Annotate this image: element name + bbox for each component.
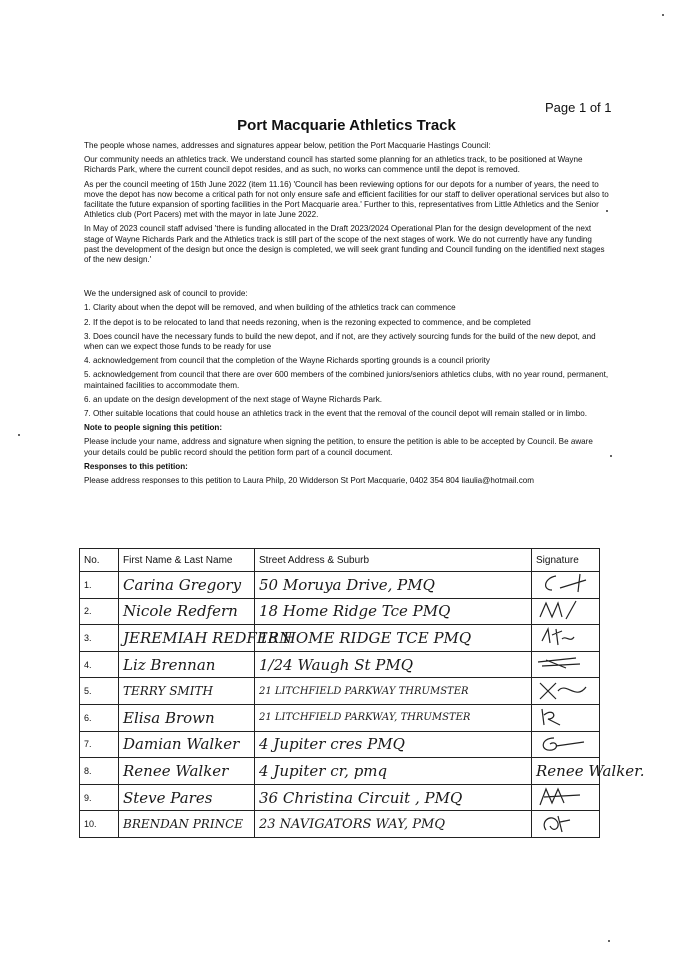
signature-scribble — [536, 785, 592, 807]
petition-body — [84, 141, 609, 490]
row-number: 8. — [80, 758, 119, 785]
row-number: 6. — [80, 704, 119, 731]
note-heading: Note to people signing this petition: — [84, 423, 223, 433]
table-row — [80, 651, 600, 678]
signature-table — [79, 548, 645, 838]
speck-mark — [610, 455, 612, 457]
row-number: 9. — [80, 784, 119, 811]
speck-mark — [608, 940, 610, 942]
handwritten-name: Carina Gregory — [119, 572, 255, 599]
signature-cell — [532, 784, 600, 811]
handwritten-address: 50 Moruya Drive, PMQ — [255, 572, 532, 599]
handwritten-address: 18 Home Ridge Tce PMQ — [255, 598, 532, 625]
paragraph-2: As per the council meeting of 15th June 2022 (item 11.16) 'Council has been reviewing options for our depots for a number of years, the need to move the depot has now become a critical path for not only ensure safe and efficient facilities for our staff to deliver operational services but also to facilitate the future expansion of sporting facilities in the Port Macquarie area.' Further to this, representatives from Little Athletics and the Senior Athletics club (Port Pacers) met with the mayor in late June 2022. — [84, 179, 609, 220]
handwritten-name: Renee Walker — [119, 758, 255, 785]
signature-scribble — [536, 652, 592, 674]
table-row — [80, 704, 600, 731]
header-signature: Signature — [532, 549, 600, 572]
signature-cell — [532, 731, 600, 758]
row-number: 1. — [80, 572, 119, 599]
handwritten-address: 18 HOME RIDGE TCE PMQ — [255, 625, 532, 652]
table-row — [80, 811, 600, 838]
handwritten-address: 23 NAVIGATORS WAY, PMQ — [255, 811, 532, 838]
signature-scribble — [536, 599, 592, 621]
ask-item: 2. If the depot is to be relocated to land that needs rezoning, when is the rezoning expected to commence, and be completed — [84, 317, 531, 327]
signature-cell — [532, 678, 600, 705]
table-header-row — [80, 549, 600, 572]
handwritten-name: Steve Pares — [119, 784, 255, 811]
header-name: First Name & Last Name — [119, 549, 255, 572]
row-number: 2. — [80, 598, 119, 625]
speck-mark — [18, 434, 20, 436]
table-row — [80, 572, 600, 599]
header-no: No. — [80, 549, 119, 572]
ask-item: 6. an update on the design development of the next stage of Wayne Richards Park. — [84, 394, 383, 404]
signature-scribble — [536, 625, 592, 647]
signature-cell — [532, 811, 600, 838]
handwritten-name: Elisa Brown — [119, 704, 255, 731]
signature-cell — [532, 598, 600, 625]
row-number: 7. — [80, 731, 119, 758]
intro-text: The people whose names, addresses and signatures appear below, petition the Port Macquarie Hastings Council: — [84, 141, 491, 150]
ask-item: 4. acknowledgement from council that the completion of the Wayne Richards sporting grounds is a council priority — [84, 356, 490, 366]
paragraph-3: In May of 2023 council staff advised 'there is funding allocated in the Draft 2023/2024 Operational Plan for the design development of the next stage of Wayne Richards Park and the Athletics track is still part of the scope of the next stages of work. We do not currently have any funding past the development of the design but once the design is completed, we will seek grant funding and Council funding on the identified next stages of the new design.' — [84, 224, 605, 265]
speck-mark — [662, 14, 664, 16]
handwritten-name: BRENDAN PRINCE — [119, 811, 255, 838]
handwritten-name: TERRY SMITH — [119, 678, 255, 705]
header-address: Street Address & Suburb — [255, 549, 532, 572]
handwritten-address: 36 Christina Circuit , PMQ — [255, 784, 532, 811]
signature-written: Renee Walker. — [532, 758, 600, 785]
handwritten-address: 21 LITCHFIELD PARKWAY THRUMSTER — [255, 678, 532, 705]
handwritten-address: 4 Jupiter cr, pmq — [255, 758, 532, 785]
table-row — [80, 625, 600, 652]
responses-text: Please address responses to this petition to Laura Philp, 20 Widderson St Port Macquarie, 0402 354 804 liaulia@hotmail.com — [84, 476, 535, 486]
handwritten-address: 21 LITCHFIELD PARKWAY, THRUMSTER — [255, 704, 532, 731]
ask-item: 1. Clarity about when the depot will be removed, and when building of the athletics track can commence — [84, 303, 456, 313]
paragraph-1: Our community needs an athletics track. We understand council has started some planning for an athletics track, to be positioned at Wayne Richards Park, where the current council depot resides, and as such, no works can commence until the depot is removed. — [84, 155, 583, 175]
signature-scribble — [536, 679, 592, 701]
row-number: 10. — [80, 811, 119, 838]
signature-cell — [532, 704, 600, 731]
table-row — [80, 758, 600, 785]
row-number: 3. — [80, 625, 119, 652]
signature-scribble — [536, 705, 592, 727]
handwritten-address: 4 Jupiter cres PMQ — [255, 731, 532, 758]
ask-item: 5. acknowledgement from council that there are over 600 members of the combined juniors/seniors athletics clubs, with no year round, permanent, maintained facilities to accommodate them. — [84, 370, 609, 390]
speck-mark — [606, 210, 608, 212]
signature-scribble — [536, 732, 592, 754]
handwritten-name: Liz Brennan — [119, 651, 255, 678]
signature-cell — [532, 572, 600, 599]
handwritten-address: 1/24 Waugh St PMQ — [255, 651, 532, 678]
signature-cell — [532, 651, 600, 678]
row-number: 5. — [80, 678, 119, 705]
handwritten-name: Damian Walker — [119, 731, 255, 758]
responses-heading: Responses to this petition: — [84, 461, 188, 471]
table-row — [80, 598, 600, 625]
signature-scribble — [536, 572, 592, 594]
ask-item: 7. Other suitable locations that could house an athletics track in the event that the removal of the council depot will remain stalled or in limbo. — [84, 409, 587, 419]
page-number: Page 1 of 1 — [545, 100, 612, 115]
table-row — [80, 784, 600, 811]
row-number: 4. — [80, 651, 119, 678]
note-text: Please include your name, address and signature when signing the petition, to ensure the petition is able to be accepted by Council. Be aware your details could be public record should the petition form part of a council document. — [84, 437, 593, 457]
signature-cell — [532, 625, 600, 652]
table-row — [80, 731, 600, 758]
table-row — [80, 678, 600, 705]
signature-scribble — [536, 812, 592, 834]
ask-heading: We the undersigned ask of council to provide: — [84, 289, 248, 299]
handwritten-name: JEREMIAH REDFERN — [119, 625, 255, 652]
handwritten-name: Nicole Redfern — [119, 598, 255, 625]
ask-item: 3. Does council have the necessary funds to build the new depot, and if not, are they actively sourcing funds for the build of the new depot, and when can we expect those funds to be ready for use — [84, 331, 596, 352]
document-title: Port Macquarie Athletics Track — [237, 117, 456, 134]
